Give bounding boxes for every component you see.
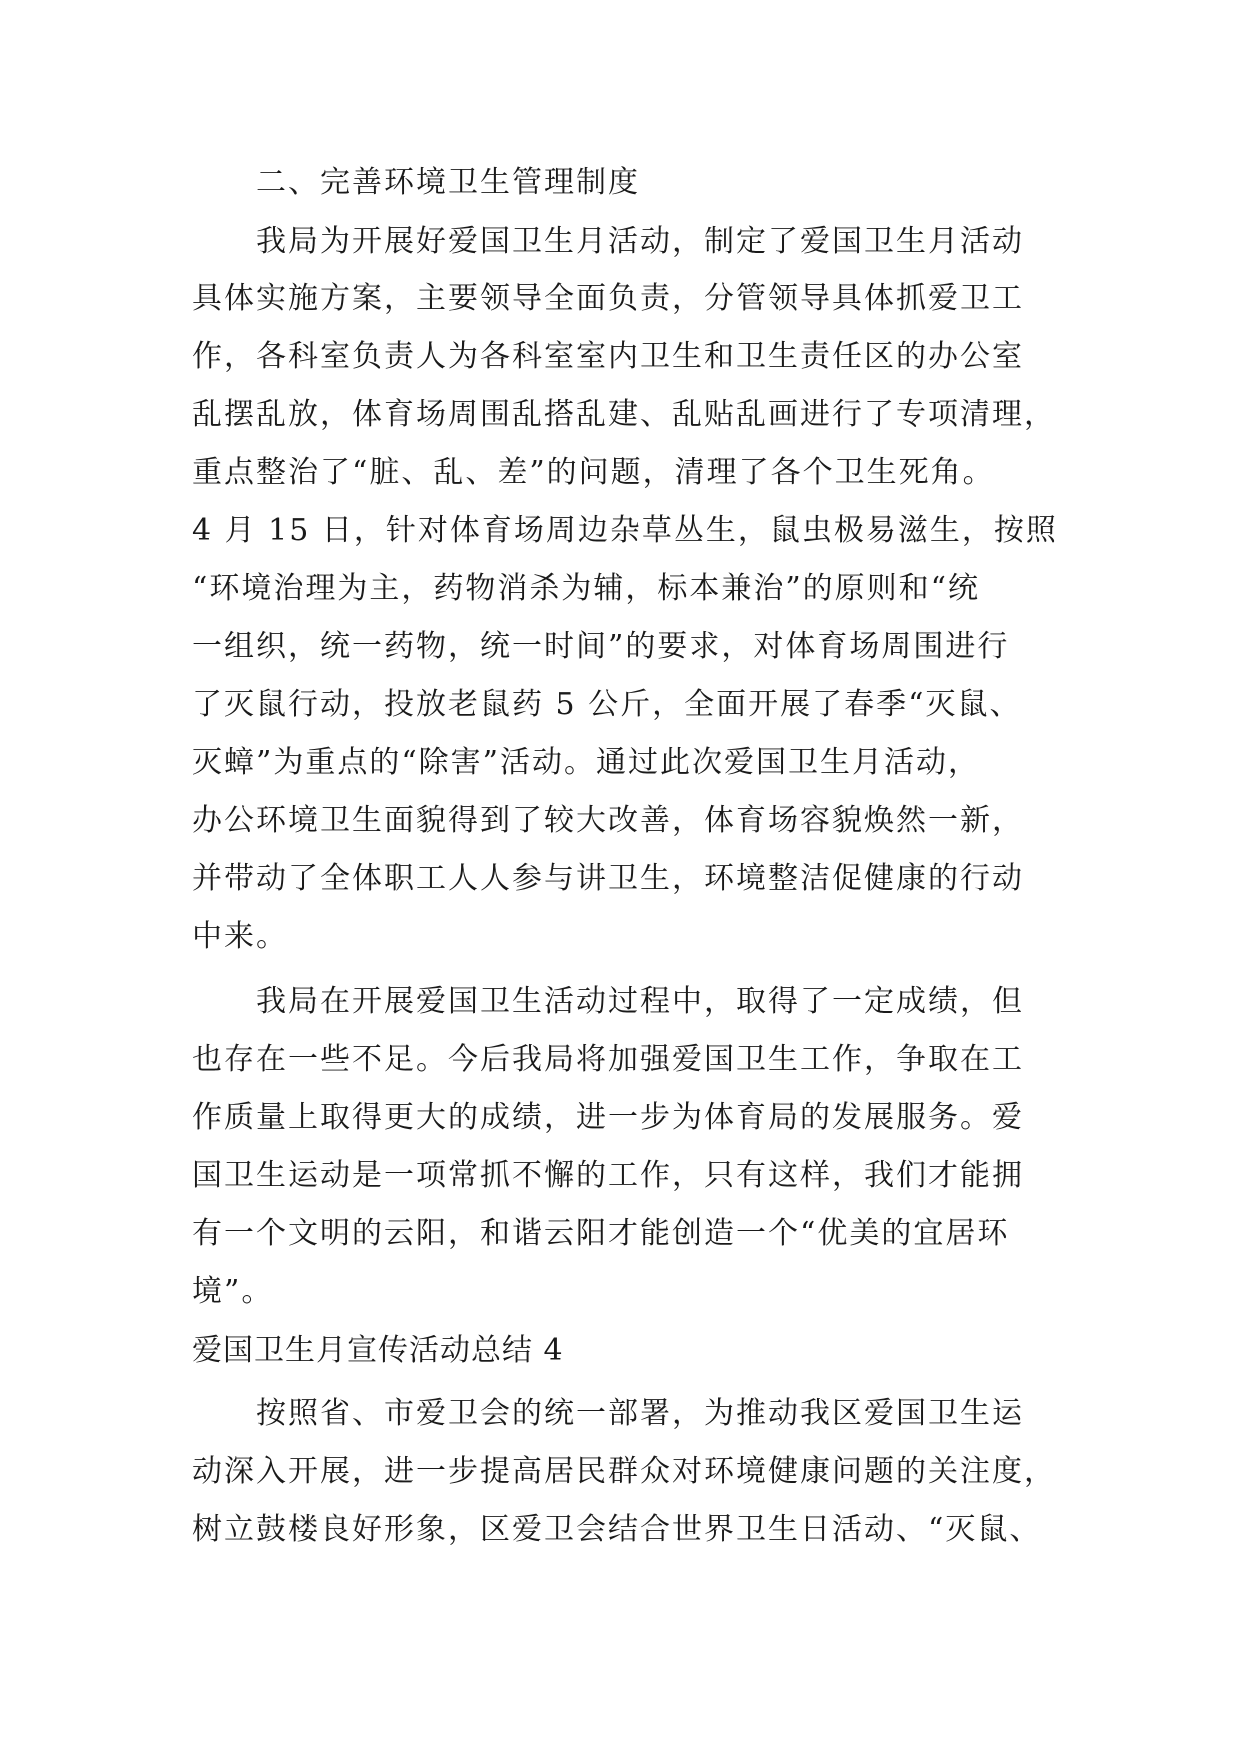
paragraph-line: 也存在一些不足。今后我局将加强爱国卫生工作，争取在工 [192, 1042, 1024, 1077]
paragraph-line: 我局为开展好爱国卫生月活动，制定了爱国卫生月活动 [256, 224, 1024, 259]
paragraph-line: 乱摆乱放，体育场周围乱搭乱建、乱贴乱画进行了专项清理， [192, 397, 1056, 432]
paragraph-line: 了灭鼠行动，投放老鼠药 5 公斤，全面开展了春季“灭鼠、 [192, 687, 1022, 722]
paragraph-line: 重点整治了“脏、乱、差”的问题，清理了各个卫生死角。 [192, 455, 995, 490]
paragraph-line: 并带动了全体职工人人参与讲卫生，环境整洁促健康的行动 [192, 861, 1024, 896]
paragraph-line: 有一个文明的云阳，和谐云阳才能创造一个“优美的宜居环 [192, 1216, 1010, 1251]
paragraph-line: 动深入开展，进一步提高居民群众对环境健康问题的关注度， [192, 1454, 1056, 1489]
paragraph-line: “环境治理为主，药物消杀为辅，标本兼治”的原则和“统 [192, 571, 981, 606]
paragraph-line: 灭蟑”为重点的“除害”活动。通过此次爱国卫生月活动， [192, 745, 981, 780]
paragraph-line: 境”。 [192, 1274, 274, 1309]
paragraph-line: 树立鼓楼良好形象，区爱卫会结合世界卫生日活动、“灭鼠、 [192, 1512, 1042, 1547]
paragraph-line: 4 月 15 日，针对体育场周边杂草丛生，鼠虫极易滋生，按照 [192, 513, 1058, 548]
paragraph-line: 作质量上取得更大的成绩，进一步为体育局的发展服务。爱 [192, 1100, 1024, 1135]
paragraph-line: 我局在开展爱国卫生活动过程中，取得了一定成绩，但 [256, 984, 1024, 1019]
paragraph-line: 中来。 [192, 919, 288, 954]
paragraph-line: 办公环境卫生面貌得到了较大改善，体育场容貌焕然一新， [192, 803, 1024, 838]
paragraph-line: 作，各科室负责人为各科室室内卫生和卫生责任区的办公室 [192, 339, 1024, 374]
paragraph-line: 国卫生运动是一项常抓不懈的工作，只有这样，我们才能拥 [192, 1158, 1024, 1193]
paragraph-line: 具体实施方案，主要领导全面负责，分管领导具体抓爱卫工 [192, 281, 1024, 316]
paragraph-line: 按照省、市爱卫会的统一部署，为推动我区爱国卫生运 [256, 1396, 1024, 1431]
article-title: 爱国卫生月宣传活动总结 4 [192, 1333, 564, 1368]
paragraph-line: 一组织，统一药物，统一时间”的要求，对体育场周围进行 [192, 629, 1010, 664]
section-heading: 二、完善环境卫生管理制度 [256, 165, 640, 200]
